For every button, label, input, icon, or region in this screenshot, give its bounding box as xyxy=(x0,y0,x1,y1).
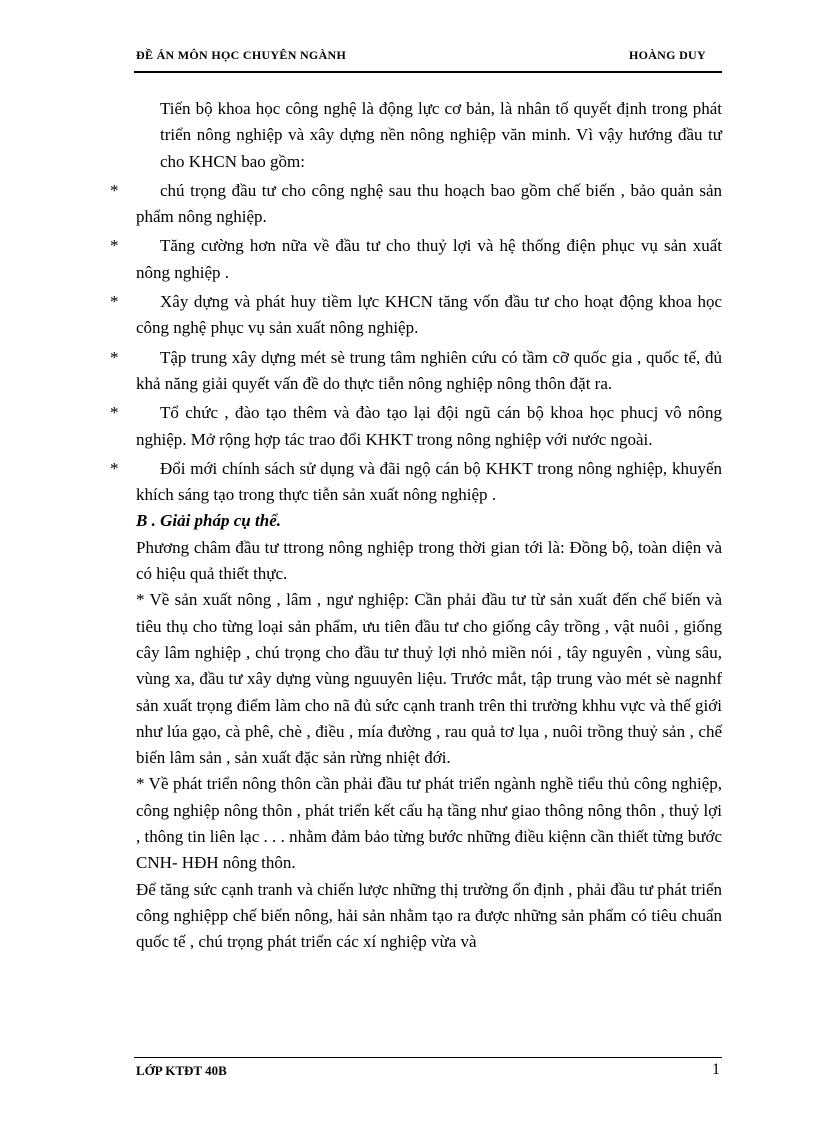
bullet-text: Tổ chức , đào tạo thêm và đào tạo lại đội ngũ cán bộ khoa học phucj vô nông nghiệp. Mở rộng hợp tác trao đổi KHKT trong nông nghiệp với nước ngoài. xyxy=(136,403,722,449)
bullet-item xyxy=(110,456,722,509)
page-header xyxy=(134,47,722,73)
bullet-item xyxy=(110,400,722,453)
body-paragraph: * Về sản xuất nông , lâm , ngư nghiệp: Cần phải đầu tư từ sản xuất đến chế biến và tiêu thụ cho từng loại sản phẩm, ưu tiên đầu tư cho giống cây trồng , vật nuôi , giống cây lâm nghiệp , chú trọng cho đầu tư thuỷ lợi nhỏ miền nói , tây nguyên , vùng sâu, vùng xa, đầu tư xây dựng vùng nguuyên liệu. Trước mắt, tập trung vào mét sè nagnhf sản xuất trọng điểm làm cho nã đủ sức cạnh tranh trên thi trường khhu vực và thế giới như lúa gạo, cà phê, chè , điều , mía đường , rau quả tơ lụa , nuôi trồng thuỷ sản , chế biến lâm sản , sản xuất đặc sản rừng nhiệt đới. xyxy=(136,590,722,768)
body-paragraph: * Về phát triển nông thôn cần phải đầu tư phát triển ngành nghề tiểu thủ công nghiệp, công nghiệp nông thôn , phát triển kết cấu hạ tầng như giao thông nông thôn , thuỷ lợi , thông tin liên lạc . . . nhằm đảm bảo từng bước những điều kiệnn cần thiết từng bước CNH- HĐH nông thôn. xyxy=(136,774,722,873)
section-heading: B . Giải pháp cụ thể. xyxy=(136,511,281,531)
bullet-marker: * xyxy=(110,180,119,200)
header-author: HOÀNG DUY xyxy=(628,48,706,62)
bullet-marker: * xyxy=(110,347,119,367)
bullet-marker: * xyxy=(110,458,119,478)
bullet-marker: * xyxy=(110,403,119,423)
body-paragraph: Để tăng sức cạnh tranh và chiến lược những thị trường ổn định , phải đầu tư phát triển công nghiệpp chế biến nông, hải sản nhằm tạo ra được những sản phẩm có tiêu chuẩn quốc tế , chú trọng phát triển các xí nghiệp vừa và xyxy=(136,879,722,952)
bullet-item xyxy=(110,233,722,286)
bullet-text: Tăng cường hơn nữa về đầu tư cho thuỷ lợi và hệ thống điện phục vụ sản xuất nông nghiệp . xyxy=(136,236,722,282)
bullet-item xyxy=(110,178,722,231)
bullet-marker: * xyxy=(110,292,119,312)
bullet-text: Đổi mới chính sách sử dụng và đãi ngộ cán bộ KHKT trong nông nghiệp, khuyến khích sáng tạo trong thực tiễn sản xuất nông nghiệp . xyxy=(136,458,722,505)
bullet-item xyxy=(110,289,722,342)
page-number: 1 xyxy=(712,1061,720,1078)
intro-paragraph: Tiến bộ khoa học công nghệ là động lực cơ bản, là nhân tố quyết định trong phát triển nông nghiệp và xây dựng nền nông nghiệp văn minh. Vì vậy hướng đầu tư cho KHCN bao gồm: xyxy=(160,99,722,171)
document-body xyxy=(110,96,722,956)
bullet-text: chú trọng đầu tư cho công nghệ sau thu hoạch bao gồm chế biến , bảo quản sản phẩm nông nghiệp. xyxy=(136,180,722,227)
bullet-item xyxy=(110,345,722,398)
body-paragraph: Phương châm đầu tư ttrong nông nghiệp trong thời gian tới là: Đồng bộ, toàn diện và có hiệu quả thiết thực. xyxy=(136,537,722,584)
bullet-marker: * xyxy=(110,236,119,256)
footer-class-label: LỚP KTĐT 40B xyxy=(136,1063,227,1078)
bullet-text: Xây dựng và phát huy tiềm lực KHCN tăng vốn đầu tư cho hoạt động khoa học công nghệ phục vụ sản xuất nông nghiệp. xyxy=(136,292,722,338)
bullet-text: Tập trung xây dựng mét sè trung tâm nghiên cứu có tầm cỡ quốc gia , quốc tế, đủ khả năng giải quyết vấn đề do thực tiễn nông nghiệp nông thôn đặt ra. xyxy=(136,347,722,393)
page-footer xyxy=(134,1057,722,1082)
header-course-title: ĐỀ ÁN MÔN HỌC CHUYÊN NGÀNH xyxy=(136,48,347,62)
